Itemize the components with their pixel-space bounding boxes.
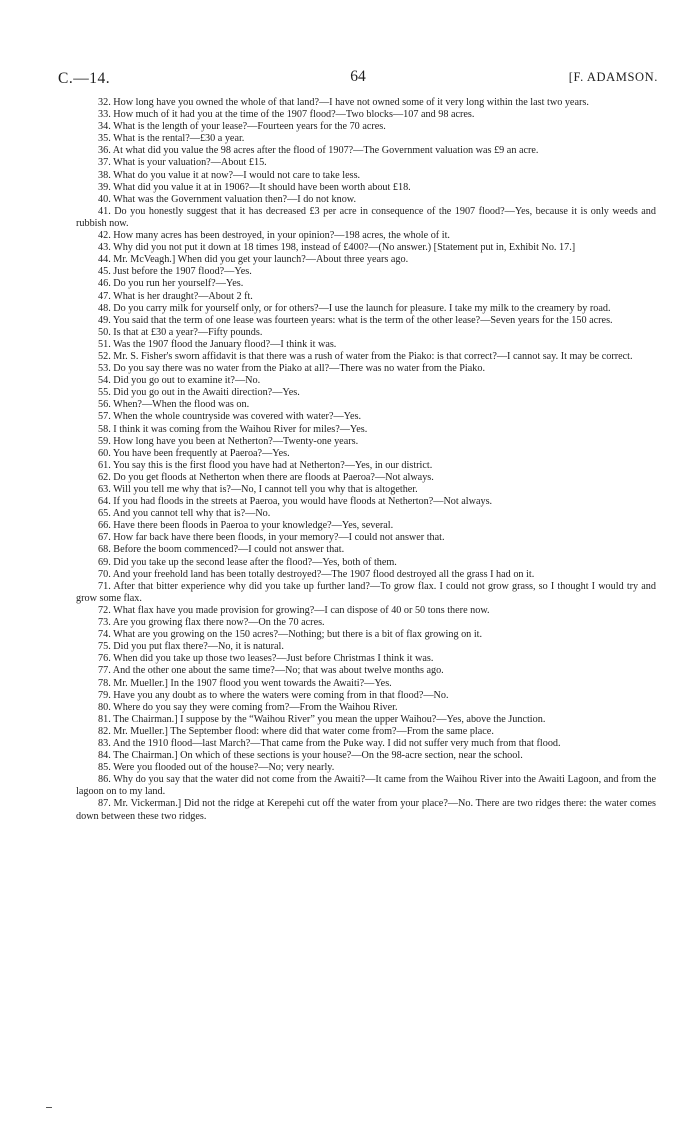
question-answer: 62. Do you get floods at Netherton when there are floods at Paeroa?—Not always. [98,471,434,483]
question-answer: 59. How long have you been at Netherton?—Twenty-one years. [98,435,359,447]
page-header [58,70,658,94]
question-answer: 87. Mr. Vickerman.] Did not the ridge at Kerepehi cut off the water from your place?—No. There are two ridges there: the water comes down between these two ridges. [76,798,656,822]
question-answer: 74. What are you growing on the 150 acres?—Nothing; but there is a bit of flax growing on it. [98,629,483,641]
question-answer: 33. How much of it had you at the time of the 1907 flood?—Two blocks—107 and 98 acres. [98,109,475,121]
question-answer: 80. Where do you say they were coming from?—From the Waihou River. [98,701,398,713]
question-answer: 58. I think it was coming from the Waihou River for miles?—Yes. [98,423,368,435]
question-answer: 67. How far back have there been floods, in your memory?—I could not answer that. [98,532,445,544]
question-answer: 83. And the 1910 flood—last March?—That came from the Puke way. I did not suffer very much from that flood. [98,737,561,749]
evidence-text [76,97,656,823]
question-answer: 37. What is your valuation?—About £15. [98,157,267,169]
question-answer: 84. The Chairman.] On which of these sections is your house?—On the 98-acre section, near the school. [98,750,523,762]
question-answer: 36. At what did you value the 98 acres after the flood of 1907?—The Government valuation was £9 an acre. [98,145,539,157]
question-answer: 65. And you cannot tell why that is?—No. [98,508,271,520]
question-answer: 32. How long have you owned the whole of that land?—I have not owned some of it very long within the last two years. [98,97,589,108]
question-answer: 57. When the whole countryside was covered with water?—Yes. [98,411,362,423]
question-answer: 39. What did you value it at in 1906?—It should have been worth about £18. [98,181,411,193]
question-answer: 76. When did you take up those two leases?—Just before Christmas I think it was. [98,653,434,665]
question-answer: 64. If you had floods in the streets at Paeroa, you would have floods at Netherton?—Not always. [98,496,493,508]
question-answer: 45. Just before the 1907 flood?—Yes. [98,266,252,278]
question-answer: 42. How many acres has been destroyed, in your opinion?—198 acres, the whole of it. [98,230,450,242]
question-answer: 79. Have you any doubt as to where the waters were coming from in that flood?—No. [98,689,449,701]
question-answer: 38. What do you value it at now?—I would not care to take less. [98,169,361,181]
question-answer: 34. What is the length of your lease?—Fourteen years for the 70 acres. [98,121,386,133]
question-answer: 40. What was the Government valuation then?—I do not know. [98,193,357,205]
question-answer: 82. Mr. Mueller.] The September flood: where did that water come from?—From the same place. [98,725,494,737]
question-answer: 66. Have there been floods in Paeroa to your knowledge?—Yes, several. [98,520,394,532]
question-answer: 85. Were you flooded out of the house?—No; very nearly. [98,762,335,774]
question-answer: 71. After that bitter experience why did you take up further land?—To grow flax. I could not grow grass, so I thought I would try and grow some flax. [76,580,656,604]
question-answer: 63. Will you tell me why that is?—No, I cannot tell you why that is altogether. [98,484,418,495]
question-answer: 73. Are you growing flax there now?—On the 70 acres. [98,617,325,629]
question-answer: 56. When?—When the flood was on. [98,399,250,411]
question-answer: 48. Do you carry milk for yourself only, or for others?—I use the launch for pleasure. I take my milk to the creamery by road. [98,302,611,314]
question-answer: 68. Before the boom commenced?—I could not answer that. [98,544,345,556]
page-number: 64 [350,68,366,85]
question-answer: 77. And the other one about the same time?—No; that was about twelve months ago. [98,665,444,677]
question-answer: 41. Do you honestly suggest that it has decreased £3 per acre in consequence of the 1907 flood?—Yes, because it is only weeds and rubbish now. [76,205,656,229]
question-answer: 61. You say this is the first flood you have had at Netherton?—Yes, in our district. [98,459,433,471]
question-answer: 47. What is her draught?—About 2 ft. [98,290,253,302]
question-answer: 52. Mr. S. Fisher's sworn affidavit is that there was a rush of water from the Piako: is that correct?—I cannot say. It may be correct. [98,350,633,362]
question-answer: 50. Is that at £30 a year?—Fifty pounds. [98,326,263,338]
question-answer: 55. Did you go out in the Awaiti direction?—Yes. [98,387,300,399]
witness-name: [F. ADAMSON. [568,70,658,84]
question-answer: 81. The Chairman.] I suppose by the “Waihou River” you mean the upper Waihou?—Yes, above the Junction. [98,713,546,725]
question-answer: 35. What is the rental?—£30 a year. [98,133,245,145]
document-reference: C.—14. [58,70,111,87]
question-answer: 51. Was the 1907 flood the January flood?—I think it was. [98,338,337,350]
margin-mark [46,1107,52,1108]
question-answer: 53. Do you say there was no water from the Piako at all?—There was no water from the Piako. [98,363,486,375]
question-answer: 86. Why do you say that the water did not come from the Awaiti?—It came from the Waihou River into the Awaiti Lagoon, and from the lagoon on to my land. [76,774,656,798]
question-answer: 46. Do you run her yourself?—Yes. [98,278,244,290]
question-answer: 75. Did you put flax there?—No, it is natural. [98,641,284,653]
question-answer: 70. And your freehold land has been totally destroyed?—The 1907 flood destroyed all the grass I had on it. [98,568,535,580]
question-answer: 43. Why did you not put it down at 18 times 198, instead of £400?—(No answer.) [Statement put in, Exhibit No. 17.] [98,242,576,254]
question-answer: 78. Mr. Mueller.] In the 1907 flood you went towards the Awaiti?—Yes. [98,677,392,689]
question-answer: 49. You said that the term of one lease was fourteen years: what is the term of the other lease?—Seven years for the 150 acres. [98,314,613,326]
question-answer: 44. Mr. McVeagh.] When did you get your launch?—About three years ago. [98,254,409,266]
question-answer: 72. What flax have you made provision for growing?—I can dispose of 40 or 50 tons there now. [98,604,490,616]
question-answer: 54. Did you go out to examine it?—No. [98,375,261,387]
question-answer: 69. Did you take up the second lease after the flood?—Yes, both of them. [98,556,397,568]
question-answer: 60. You have been frequently at Paeroa?—Yes. [98,447,290,459]
